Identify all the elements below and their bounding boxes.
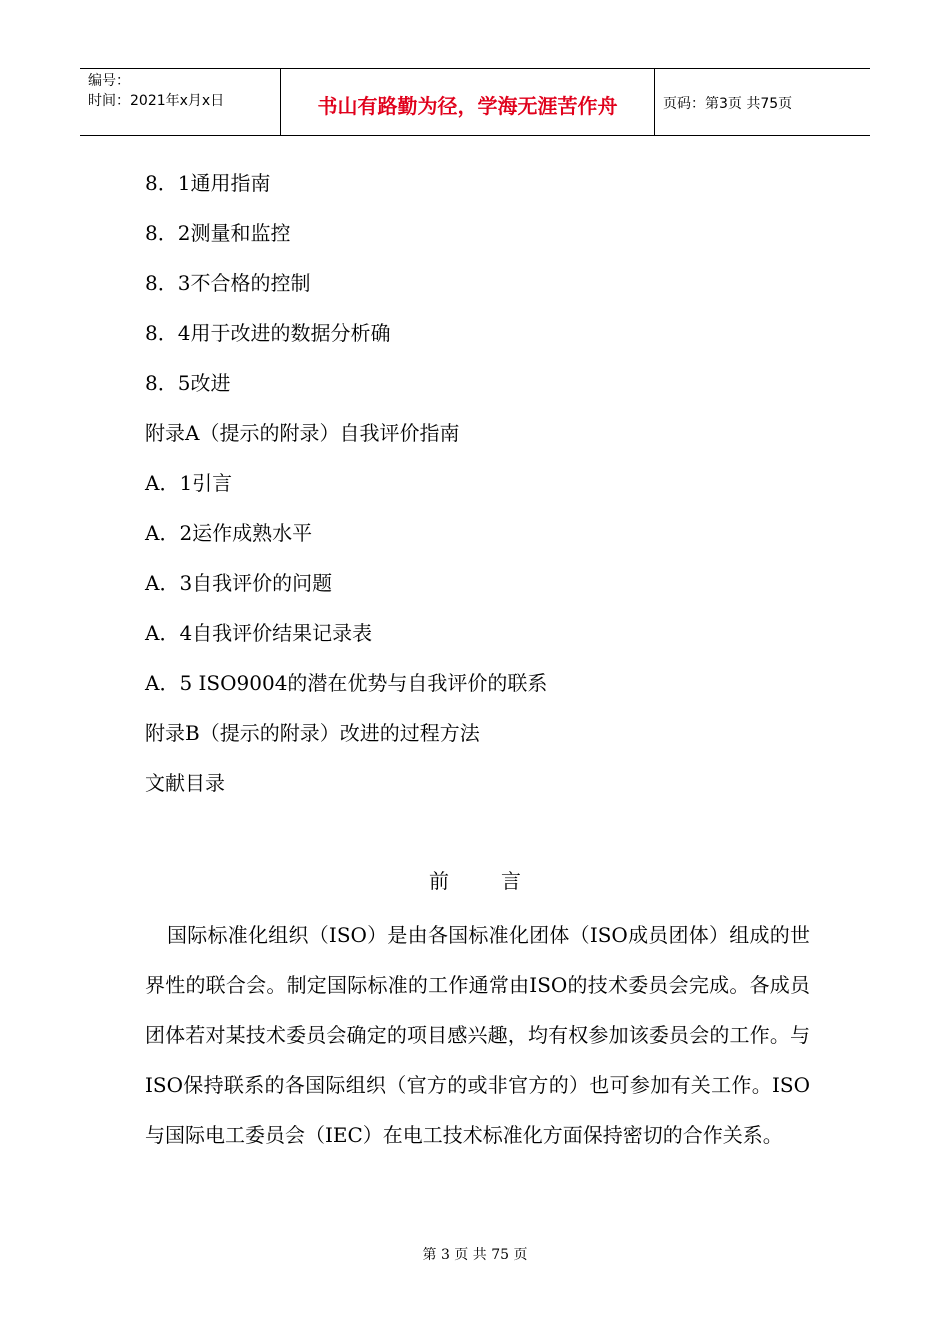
toc-item: 附录B（提示的附录）改进的过程方法 [145, 721, 480, 745]
header-motto [281, 69, 655, 135]
table-of-contents [145, 166, 825, 816]
preface-paragraph: 国际标准化组织（ISO）是由各国标准化团体（ISO成员团体）组成的世界性的联合会。制定国际标准的工作通常由ISO的技术委员会完成。各成员团体若对某技术委员会确定的项目感兴趣，均有权参加该委员会的工作。与ISO保持联系的各国际组织（官方的或非官方的）也可参加有关工作。ISO与国际电工委员会（IEC）在电工技术标准化方面保持密切的合作关系。 [145, 923, 810, 1147]
motto-text: 书山有路勤为径，学海无涯苦作舟 [317, 93, 618, 118]
serial-number-label: 编号： [88, 73, 130, 89]
page-footer [0, 1244, 950, 1266]
page-info-text: 页码：第3页 共75页 [663, 96, 793, 112]
toc-item: A．1引言 [145, 471, 233, 495]
preface-heading-part1: 前 [429, 869, 449, 893]
toc-item: A．4自我评价结果记录表 [145, 621, 373, 645]
page-header [80, 68, 870, 136]
header-meta [80, 69, 281, 135]
date-label: 时间：2021年x月x日 [88, 93, 225, 109]
toc-item: A．2运作成熟水平 [145, 521, 313, 545]
toc-item: 附录A（提示的附录）自我评价指南 [145, 421, 460, 445]
toc-item: 8．1通用指南 [145, 171, 271, 195]
preface-heading [0, 864, 950, 898]
toc-item: 8．2测量和监控 [145, 221, 291, 245]
toc-item: A．3自我评价的问题 [145, 571, 333, 595]
preface-heading-part2: 言 [501, 869, 521, 893]
toc-item: 8．3不合格的控制 [145, 271, 311, 295]
footer-page-number: 第 3 页 共 75 页 [422, 1247, 528, 1263]
toc-item: 8．5改进 [145, 371, 231, 395]
header-page-info [655, 69, 870, 135]
toc-item: 8．4用于改进的数据分析确 [145, 321, 391, 345]
toc-item: 文献目录 [145, 771, 225, 795]
toc-item: A．5 ISO9004的潜在优势与自我评价的联系 [145, 671, 548, 695]
